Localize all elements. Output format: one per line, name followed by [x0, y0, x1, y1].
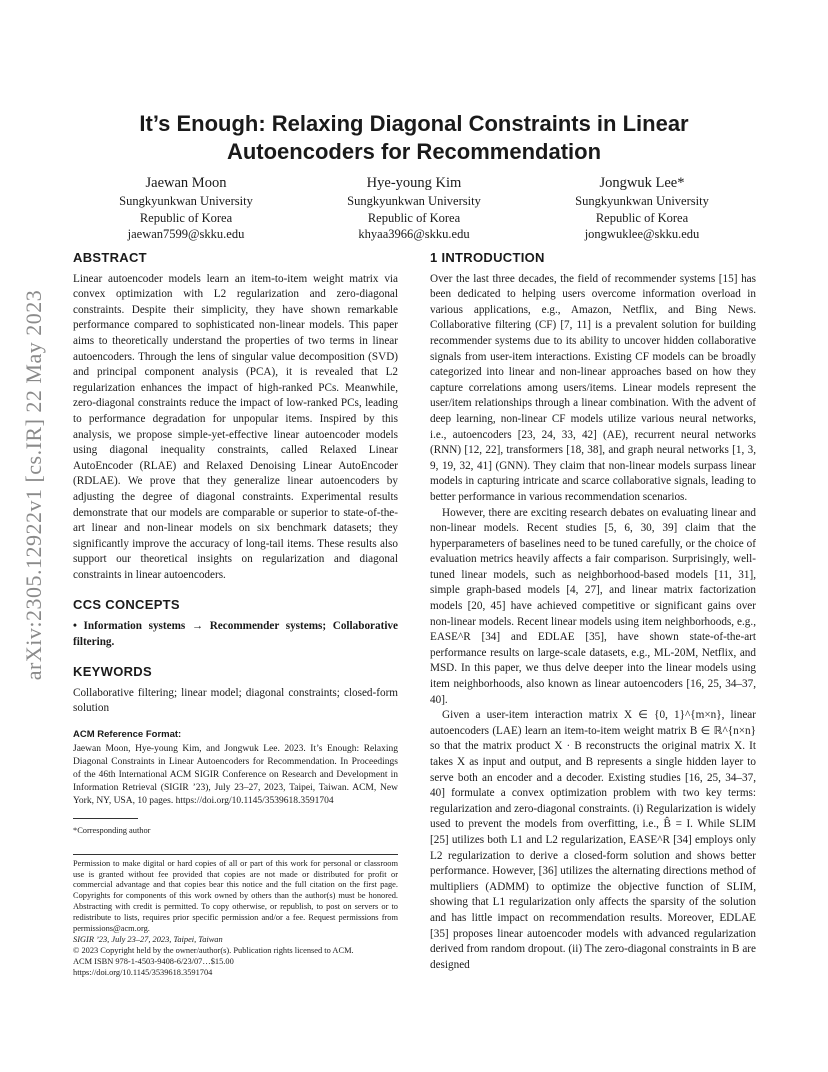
intro-paragraph-3: Given a user-item interaction matrix X ∈ {0, 1}^{m×n}, linear autoencoders (LAE) learn an item-to-item weight matrix B ∈ ℝ^{n×n} so that the matrix product X · B reconstructs the original matrix X. It takes X as input and output, and B represents a single hidden layer to serve both an encoder and a decoder. Existing studies [16, 25, 34–37, 40] formulate a convex optimization problem with two key terms: regularization and zero-diagonal constraints. (i) Regularization is widely used to prevent the models from overfitting, i.e., B̂ = I. While SLIM [25] utilizes both L1 and L2 regularization, EASE^R [34] employs only L2 regularization to derive a closed-form solution and shows better performance. However, [36] utilizes the alternating directions method of multipliers (ADMM) to optimize the objective function of SLIM, showing that L1 regularization only affects the sparsity of the solution and has little impact on recommendation results. Moreover, EDLAE [35] proposes linear autoencoder models with advanced regularization derived from random dropout. (ii) The zero-diagonal constraints in B are designed — [430, 709, 756, 971]
footnote: *Corresponding author — [73, 825, 151, 835]
reference-text: Jaewan Moon, Hye-young Kim, and Jongwuk Lee. 2023. It’s Enough: Relaxing Diagonal Constraints in Linear Autoencoders for Recommendation. In Proceedings of the 46th International ACM SIGIR Conference on Research and Development in Information Retrieval (SIGIR ’23), July 23–27, 2023, Taipei, Taiwan. ACM, New York, NY, USA, 10 pages. https://doi.org/10.1145/3539618.3591704 — [73, 743, 398, 806]
abstract-text: Linear autoencoder models learn an item-to-item weight matrix via convex optimization with L2 regularization and zero-diagonal constraints. Despite their simplicity, they have shown remarkable performance compared to sophisticated non-linear models. This paper aims to theoretically understand the properties of two terms in linear autoencoders. Through the lens of singular value decomposition (SVD) and principal component analysis (PCA), it is revealed that L2 regularization enhances the impact of high-ranked PCs. Meanwhile, zero-diagonal constraints reduce the impact of low-ranked PCs, leading to performance degradation for unpopular items. Inspired by this analysis, we propose simple-yet-effective linear autoencoder models using diagonal inequality constraints, called Relaxed Linear AutoEncoder (RLAE) and Relaxed Denoising Linear AutoEncoder (RDLAE). We prove that they generalize linear autoencoders by adjusting the degree of diagonal constraints. Experimental results demonstrate that our models are comparable or superior to state-of-the-art linear and non-linear models on six benchmark datasets; they significantly improve the accuracy of long-tail items. These results also support our theoretical insights on regularization and diagonal constraints in linear autoencoders. — [73, 272, 398, 581]
intro-heading: 1 INTRODUCTION — [430, 250, 545, 265]
arxiv-side-label: arXiv:2305.12922v1 [cs.IR] 22 May 2023 — [21, 289, 46, 681]
author-name: Hye-young Kim — [366, 175, 462, 191]
author-2 — [300, 174, 528, 243]
ccs-text: • Information systems → Recommender systems; Collaborative filtering. — [73, 620, 398, 648]
reference-heading: ACM Reference Format: — [73, 729, 182, 741]
author-country: Republic of Korea — [595, 210, 689, 225]
ccs-heading: CCS CONCEPTS — [73, 597, 180, 613]
author-email: jongwuklee@skku.edu — [584, 227, 700, 241]
author-block — [72, 174, 756, 243]
author-email: khyaa3966@skku.edu — [358, 227, 470, 241]
author-affiliation: Sungkyunkwan University — [575, 194, 709, 208]
intro-paragraph-1: Over the last three decades, the field of recommender systems [15] has been dedicated to helping users overcome information overload in various applications, e.g., Amazon, Netflix, and Bing News. Collaborative filtering (CF) [7, 11] is a prevalent solution for building recommender systems due to its ability to uncover hidden collaborative signals from user-item interactions. Existing CF models can be broadly categorized into linear and non-linear approaches based on how they capture correlations among users/items. Linear models represent the user/item relationships through a linear combination. With the advent of deep learning, non-linear CF models utilize various neural networks, i.e., autoencoders [23, 24, 33, 42] (AE), recurrent neural networks (RNN) [12, 22], transformers [18, 38], and graph neural networks [1, 3, 9, 19, 32, 41] (GNN). They claim that non-linear models surpass linear models in capturing intricate and scarce collaborative signals, leading to better performance in various recommendation scenarios. — [430, 272, 756, 503]
author-name: Jongwuk Lee* — [599, 175, 685, 191]
author-affiliation: Sungkyunkwan University — [119, 194, 253, 208]
author-3 — [528, 174, 756, 243]
footnote-rule — [73, 818, 138, 819]
author-country: Republic of Korea — [367, 210, 461, 225]
keywords-text: Collaborative filtering; linear model; diagonal constraints; closed-form solution — [73, 686, 398, 715]
copyright-line: © 2023 Copyright held by the owner/author(s). Publication rights licensed to ACM. — [73, 945, 354, 955]
permission-notice: Permission to make digital or hard copies of all or part of this work for personal or classroom use is granted without fee provided that copies are not made or distributed for profit or commercial advantage and that copies bear this notice and the full citation on the first page. Copyrights for components of this work owned by others than the author(s) must be honored. Abstracting with credit is permitted. To copy otherwise, or republish, to post on servers or to redistribute to lists, requires prior specific permission and/or a fee. Request permissions from permissions@acm.org. — [73, 858, 398, 934]
conference-line: SIGIR ’23, July 23–27, 2023, Taipei, Taiwan — [73, 934, 223, 944]
permission-rule — [73, 854, 398, 855]
author-name: Jaewan Moon — [145, 175, 227, 191]
author-1 — [72, 174, 300, 243]
paper-title: It’s Enough: Relaxing Diagonal Constraints in Linear Autoencoders for Recommendation — [139, 111, 689, 164]
author-email: jaewan7599@skku.edu — [127, 227, 245, 241]
isbn-line: ACM ISBN 978-1-4503-9408-6/23/07…$15.00 — [73, 956, 234, 966]
abstract-heading: ABSTRACT — [73, 250, 147, 265]
intro-paragraph-2: However, there are exciting research debates on evaluating linear and non-linear models. Recent studies [5, 6, 30, 39] claim that the hyperparameters of baselines need to be tuned carefully, or the choice of evaluation metrics heavily affects a fair comparison. Surprisingly, well-tuned linear models, such as neighborhood-based models [11, 31], simple graph-based models [4, 27], and linear matrix factorization models [20, 45] have achieved competitive or significant gains over non-linear models. Recent linear models using item neighborhoods, e.g., EASE^R [34] and EDLAE [35], have shown state-of-the-art performance results on large-scale datasets, e.g., ML-20M, Netflix, and MSD. In this paper, we thus delve deeper into the linear models using item neighborhoods, also known as linear autoencoders [16, 25, 34–37, 40]. — [430, 506, 756, 706]
doi-line: https://doi.org/10.1145/3539618.3591704 — [73, 967, 213, 977]
left-column — [73, 250, 398, 979]
right-column — [430, 250, 756, 973]
author-affiliation: Sungkyunkwan University — [347, 194, 481, 208]
keywords-heading: KEYWORDS — [73, 664, 152, 680]
author-country: Republic of Korea — [139, 210, 233, 225]
